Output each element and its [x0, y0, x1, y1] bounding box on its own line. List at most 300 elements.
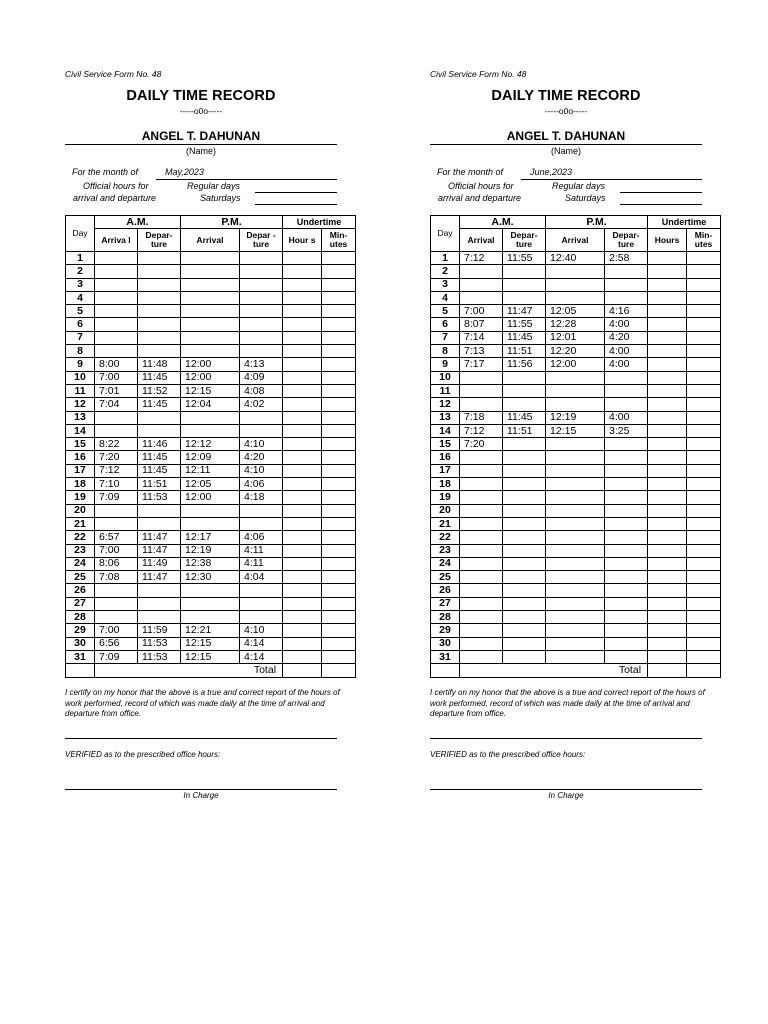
table-row — [431, 291, 721, 304]
undertime-minutes-cell — [687, 584, 721, 597]
pm-departure-cell — [605, 557, 648, 570]
day-cell: 26 — [431, 584, 460, 597]
day-cell: 7 — [66, 331, 95, 344]
undertime-minutes-cell — [687, 637, 721, 650]
undertime-hours-cell — [283, 265, 322, 278]
am-departure-header: Depar- ture — [503, 229, 546, 252]
am-arrival-cell — [95, 411, 138, 424]
day-cell: 29 — [66, 624, 95, 637]
table-row — [66, 478, 356, 491]
day-cell: 24 — [66, 557, 95, 570]
day-cell: 23 — [431, 544, 460, 557]
day-cell: 9 — [431, 358, 460, 371]
am-departure-cell: 11:55 — [503, 252, 546, 265]
pm-arrival-cell: 12:00 — [181, 491, 240, 504]
table-row — [66, 611, 356, 624]
day-cell: 5 — [66, 305, 95, 318]
am-arrival-cell: 8:06 — [95, 557, 138, 570]
undertime-minutes-cell — [322, 305, 356, 318]
pm-arrival-cell — [546, 611, 605, 624]
total-blank — [66, 664, 95, 677]
day-cell: 31 — [66, 650, 95, 663]
table-row — [66, 331, 356, 344]
am-arrival-cell — [95, 265, 138, 278]
undertime-hours-cell — [283, 384, 322, 397]
pm-departure-cell: 4:14 — [240, 637, 283, 650]
pm-arrival-cell — [546, 637, 605, 650]
am-arrival-cell — [95, 424, 138, 437]
am-arrival-cell: 7:14 — [460, 331, 503, 344]
table-row — [66, 318, 356, 331]
pm-departure-cell: 4:18 — [240, 491, 283, 504]
am-departure-cell — [138, 345, 181, 358]
am-departure-cell: 11:55 — [503, 318, 546, 331]
undertime-hours-cell — [283, 584, 322, 597]
pm-departure-cell — [605, 491, 648, 504]
pm-arrival-cell — [546, 650, 605, 663]
day-cell: 15 — [431, 438, 460, 451]
month-label: For the month of — [72, 167, 139, 177]
pm-arrival-cell — [181, 305, 240, 318]
pm-arrival-cell: 12:12 — [181, 438, 240, 451]
undertime-hours-cell — [648, 384, 687, 397]
table-row — [66, 278, 356, 291]
day-cell: 7 — [431, 331, 460, 344]
day-header: Day — [66, 216, 95, 252]
pm-departure-cell — [605, 531, 648, 544]
am-departure-cell — [138, 424, 181, 437]
table-row — [431, 531, 721, 544]
table-row — [66, 571, 356, 584]
am-arrival-cell — [460, 464, 503, 477]
pm-departure-cell — [240, 305, 283, 318]
am-departure-cell: 11:47 — [138, 544, 181, 557]
table-row — [66, 265, 356, 278]
pm-arrival-cell — [546, 491, 605, 504]
undertime-minutes-cell — [687, 531, 721, 544]
am-arrival-cell — [460, 584, 503, 597]
table-row — [431, 345, 721, 358]
undertime-minutes-cell — [322, 318, 356, 331]
day-cell: 14 — [431, 424, 460, 437]
undertime-minutes-cell — [687, 438, 721, 451]
am-departure-cell — [503, 438, 546, 451]
undertime-hours-cell — [283, 278, 322, 291]
table-row — [431, 265, 721, 278]
month-value: June,2023 — [530, 167, 573, 177]
undertime-minutes-cell — [322, 491, 356, 504]
undertime-hours-cell — [283, 544, 322, 557]
title-separator: -----o0o----- — [179, 106, 223, 116]
undertime-minutes-cell — [687, 544, 721, 557]
table-row — [431, 451, 721, 464]
regular-days-label: Regular days — [552, 181, 606, 191]
am-departure-cell: 11:53 — [138, 491, 181, 504]
day-cell: 2 — [66, 265, 95, 278]
pm-arrival-cell — [546, 371, 605, 384]
pm-departure-cell: 4:06 — [240, 478, 283, 491]
table-row — [66, 398, 356, 411]
day-cell: 6 — [66, 318, 95, 331]
in-charge-line — [430, 789, 702, 790]
undertime-minutes-cell — [687, 305, 721, 318]
undertime-hours-cell — [648, 331, 687, 344]
undertime-minutes-cell — [322, 411, 356, 424]
table-row — [66, 384, 356, 397]
undertime-minutes-cell — [687, 318, 721, 331]
am-arrival-cell — [95, 305, 138, 318]
undertime-hours-cell — [648, 491, 687, 504]
pm-arrival-cell: 12:00 — [546, 358, 605, 371]
am-departure-cell — [503, 557, 546, 570]
pm-departure-cell — [605, 371, 648, 384]
table-row — [431, 611, 721, 624]
am-departure-cell — [138, 291, 181, 304]
am-arrival-cell — [460, 597, 503, 610]
undertime-hours-cell — [283, 345, 322, 358]
table-row — [66, 252, 356, 265]
undertime-hours-cell — [648, 318, 687, 331]
am-arrival-cell — [460, 637, 503, 650]
undertime-hours-cell — [283, 637, 322, 650]
am-departure-cell — [503, 371, 546, 384]
undertime-hours-cell — [648, 438, 687, 451]
pm-departure-cell: 4:11 — [240, 557, 283, 570]
undertime-hours-cell — [648, 464, 687, 477]
undertime-hours-cell — [648, 358, 687, 371]
day-cell: 4 — [66, 291, 95, 304]
table-row — [431, 597, 721, 610]
am-arrival-cell — [460, 491, 503, 504]
pm-arrival-cell — [546, 464, 605, 477]
pm-departure-cell — [240, 597, 283, 610]
am-arrival-cell: 7:00 — [95, 544, 138, 557]
am-arrival-cell: 6:56 — [95, 637, 138, 650]
am-arrival-cell — [95, 252, 138, 265]
total-label: Total — [460, 664, 648, 677]
table-row — [431, 557, 721, 570]
pm-departure-cell — [605, 504, 648, 517]
table-row — [431, 491, 721, 504]
table-row — [431, 384, 721, 397]
pm-departure-cell — [605, 597, 648, 610]
undertime-hours-cell — [648, 411, 687, 424]
table-row — [66, 504, 356, 517]
pm-departure-cell: 4:20 — [605, 331, 648, 344]
table-row — [431, 318, 721, 331]
pm-arrival-cell: 12:28 — [546, 318, 605, 331]
pm-departure-cell — [605, 571, 648, 584]
undertime-hours-cell — [283, 305, 322, 318]
am-arrival-cell — [460, 504, 503, 517]
undertime-minutes-cell — [687, 331, 721, 344]
am-arrival-cell — [95, 504, 138, 517]
table-row — [431, 398, 721, 411]
undertime-minutes-cell — [687, 557, 721, 570]
name-caption: (Name) — [550, 146, 581, 156]
regular-days-field — [620, 192, 702, 193]
pm-arrival-cell — [546, 451, 605, 464]
saturdays-field — [620, 204, 702, 205]
total-minutes-cell — [687, 664, 721, 677]
undertime-minutes-cell — [687, 504, 721, 517]
undertime-hours-cell — [283, 624, 322, 637]
day-cell: 4 — [431, 291, 460, 304]
month-underline — [156, 179, 337, 180]
pm-arrival-cell: 12:15 — [181, 637, 240, 650]
am-departure-cell — [503, 384, 546, 397]
am-arrival-cell: 7:00 — [95, 624, 138, 637]
undertime-minutes-cell — [322, 464, 356, 477]
day-rows — [431, 252, 721, 664]
am-departure-cell: 11:45 — [138, 371, 181, 384]
am-arrival-cell: 7:04 — [95, 398, 138, 411]
am-departure-cell — [503, 571, 546, 584]
am-departure-cell: 11:46 — [138, 438, 181, 451]
day-cell: 19 — [66, 491, 95, 504]
am-departure-cell — [503, 597, 546, 610]
undertime-hours-cell — [283, 424, 322, 437]
undertime-hours-cell — [283, 358, 322, 371]
am-departure-cell — [138, 318, 181, 331]
am-arrival-cell — [460, 291, 503, 304]
table-row — [431, 517, 721, 530]
pm-arrival-cell — [546, 597, 605, 610]
undertime-minutes-cell — [687, 358, 721, 371]
undertime-minutes-cell — [687, 464, 721, 477]
day-cell: 30 — [66, 637, 95, 650]
day-cell: 12 — [66, 398, 95, 411]
am-departure-cell: 11:56 — [503, 358, 546, 371]
table-row — [66, 438, 356, 451]
am-arrival-cell: 7:12 — [460, 424, 503, 437]
am-departure-cell: 11:51 — [503, 424, 546, 437]
undertime-hours-cell — [648, 345, 687, 358]
table-row — [431, 624, 721, 637]
am-arrival-cell — [460, 624, 503, 637]
undertime-minutes-cell — [322, 597, 356, 610]
undertime-minutes-cell — [687, 252, 721, 265]
certification-text: I certify on my honor that the above is a true and correct report of the hours of work performed, record of which was made daily at the time of arrival and departure from office. — [430, 688, 705, 718]
am-departure-cell: 11:45 — [138, 464, 181, 477]
day-cell: 5 — [431, 305, 460, 318]
undertime-hours-cell — [648, 624, 687, 637]
table-row — [66, 451, 356, 464]
pm-departure-cell: 4:04 — [240, 571, 283, 584]
am-departure-cell: 11:47 — [138, 531, 181, 544]
undertime-minutes-cell — [687, 491, 721, 504]
pm-departure-cell — [605, 517, 648, 530]
undertime-minutes-header: Min- utes — [322, 229, 356, 252]
am-departure-cell: 11:45 — [503, 331, 546, 344]
undertime-hours-cell — [648, 265, 687, 278]
undertime-hours-cell — [648, 597, 687, 610]
undertime-hours-cell — [283, 517, 322, 530]
undertime-minutes-cell — [322, 384, 356, 397]
pm-arrival-cell — [181, 424, 240, 437]
undertime-minutes-cell — [322, 650, 356, 663]
pm-departure-cell: 4:10 — [240, 438, 283, 451]
month-underline — [521, 179, 702, 180]
undertime-hours-cell — [648, 291, 687, 304]
am-departure-cell — [503, 478, 546, 491]
pm-departure-cell — [605, 584, 648, 597]
undertime-minutes-cell — [687, 597, 721, 610]
undertime-hours-cell — [648, 637, 687, 650]
pm-departure-cell — [605, 438, 648, 451]
am-arrival-cell — [460, 650, 503, 663]
am-departure-cell: 11:45 — [503, 411, 546, 424]
undertime-minutes-cell — [322, 571, 356, 584]
pm-departure-cell: 2:58 — [605, 252, 648, 265]
day-cell: 27 — [431, 597, 460, 610]
pm-departure-cell — [605, 278, 648, 291]
undertime-hours-cell — [283, 650, 322, 663]
am-arrival-cell — [460, 384, 503, 397]
pm-departure-cell — [605, 384, 648, 397]
day-cell: 13 — [431, 411, 460, 424]
am-arrival-cell: 7:20 — [95, 451, 138, 464]
pm-arrival-cell: 12:00 — [181, 371, 240, 384]
undertime-hours-cell — [648, 517, 687, 530]
pm-arrival-cell: 12:11 — [181, 464, 240, 477]
table-row — [66, 291, 356, 304]
am-arrival-cell: 8:22 — [95, 438, 138, 451]
day-cell: 13 — [66, 411, 95, 424]
pm-arrival-cell — [181, 318, 240, 331]
table-row — [66, 517, 356, 530]
table-row — [66, 371, 356, 384]
am-arrival-cell — [95, 611, 138, 624]
pm-departure-cell — [240, 331, 283, 344]
am-departure-cell: 11:53 — [138, 650, 181, 663]
pm-arrival-cell: 12:38 — [181, 557, 240, 570]
am-departure-cell — [503, 451, 546, 464]
saturdays-label: Saturdays — [565, 193, 606, 203]
pm-header: P.M. — [546, 216, 648, 229]
pm-arrival-cell — [546, 584, 605, 597]
name-underline — [65, 144, 337, 145]
am-arrival-cell: 7:17 — [460, 358, 503, 371]
am-departure-cell: 11:47 — [138, 571, 181, 584]
day-cell: 9 — [66, 358, 95, 371]
pm-arrival-cell: 12:20 — [546, 345, 605, 358]
day-cell: 3 — [66, 278, 95, 291]
undertime-hours-cell — [283, 451, 322, 464]
undertime-hours-cell — [283, 411, 322, 424]
undertime-hours-cell — [648, 504, 687, 517]
undertime-minutes-cell — [322, 265, 356, 278]
am-departure-cell — [503, 517, 546, 530]
am-arrival-cell: 7:10 — [95, 478, 138, 491]
pm-arrival-cell — [546, 291, 605, 304]
am-arrival-cell: 7:09 — [95, 650, 138, 663]
undertime-hours-cell — [648, 451, 687, 464]
am-departure-cell — [503, 291, 546, 304]
undertime-hours-header: Hours — [648, 229, 687, 252]
am-departure-cell — [138, 278, 181, 291]
pm-arrival-cell — [546, 571, 605, 584]
am-departure-cell: 11:45 — [138, 398, 181, 411]
pm-departure-cell: 4:02 — [240, 398, 283, 411]
pm-departure-cell: 4:14 — [240, 650, 283, 663]
am-departure-cell: 11:49 — [138, 557, 181, 570]
table-row — [66, 358, 356, 371]
pm-departure-cell — [240, 278, 283, 291]
day-cell: 16 — [431, 451, 460, 464]
pm-arrival-cell — [546, 531, 605, 544]
pm-arrival-header: Arrival — [181, 229, 240, 252]
am-arrival-cell: 7:01 — [95, 384, 138, 397]
pm-departure-cell — [240, 424, 283, 437]
undertime-minutes-cell — [322, 424, 356, 437]
time-record-table — [65, 215, 356, 678]
pm-departure-cell — [240, 318, 283, 331]
undertime-hours-cell — [648, 584, 687, 597]
table-row — [431, 478, 721, 491]
am-departure-cell — [503, 624, 546, 637]
day-cell: 2 — [431, 265, 460, 278]
pm-arrival-cell: 12:40 — [546, 252, 605, 265]
day-cell: 8 — [66, 345, 95, 358]
undertime-minutes-cell — [687, 451, 721, 464]
undertime-minutes-cell — [687, 517, 721, 530]
undertime-hours-cell — [648, 611, 687, 624]
undertime-hours-cell — [283, 331, 322, 344]
table-row — [431, 650, 721, 663]
am-arrival-cell — [460, 451, 503, 464]
total-blank — [431, 664, 460, 677]
am-arrival-cell — [460, 265, 503, 278]
undertime-minutes-cell — [322, 637, 356, 650]
pm-departure-cell: 4:00 — [605, 358, 648, 371]
total-hours-cell — [648, 664, 687, 677]
am-arrival-cell: 7:00 — [95, 371, 138, 384]
pm-arrival-cell: 12:15 — [181, 650, 240, 663]
day-cell: 20 — [66, 504, 95, 517]
pm-departure-cell — [240, 252, 283, 265]
am-arrival-cell — [95, 345, 138, 358]
pm-departure-cell: 4:06 — [240, 531, 283, 544]
pm-departure-cell: 4:10 — [240, 624, 283, 637]
undertime-hours-cell — [648, 571, 687, 584]
undertime-hours-cell — [283, 478, 322, 491]
am-departure-cell — [503, 504, 546, 517]
pm-departure-cell — [605, 451, 648, 464]
day-cell: 27 — [66, 597, 95, 610]
undertime-minutes-cell — [322, 438, 356, 451]
undertime-hours-cell — [283, 291, 322, 304]
am-departure-header: Depar- ture — [138, 229, 181, 252]
am-departure-cell — [138, 611, 181, 624]
table-row — [66, 424, 356, 437]
table-row — [431, 371, 721, 384]
day-cell: 26 — [66, 584, 95, 597]
pm-departure-cell — [240, 265, 283, 278]
pm-departure-cell: 4:00 — [605, 345, 648, 358]
am-arrival-cell — [460, 544, 503, 557]
pm-departure-cell — [605, 291, 648, 304]
am-arrival-cell — [460, 278, 503, 291]
undertime-hours-cell — [648, 305, 687, 318]
month-label: For the month of — [437, 167, 504, 177]
table-row — [66, 531, 356, 544]
undertime-minutes-cell — [687, 571, 721, 584]
pm-departure-cell — [605, 265, 648, 278]
official-hours-label: Official hours for — [83, 181, 149, 191]
total-minutes-cell — [322, 664, 356, 677]
pm-arrival-cell — [546, 544, 605, 557]
